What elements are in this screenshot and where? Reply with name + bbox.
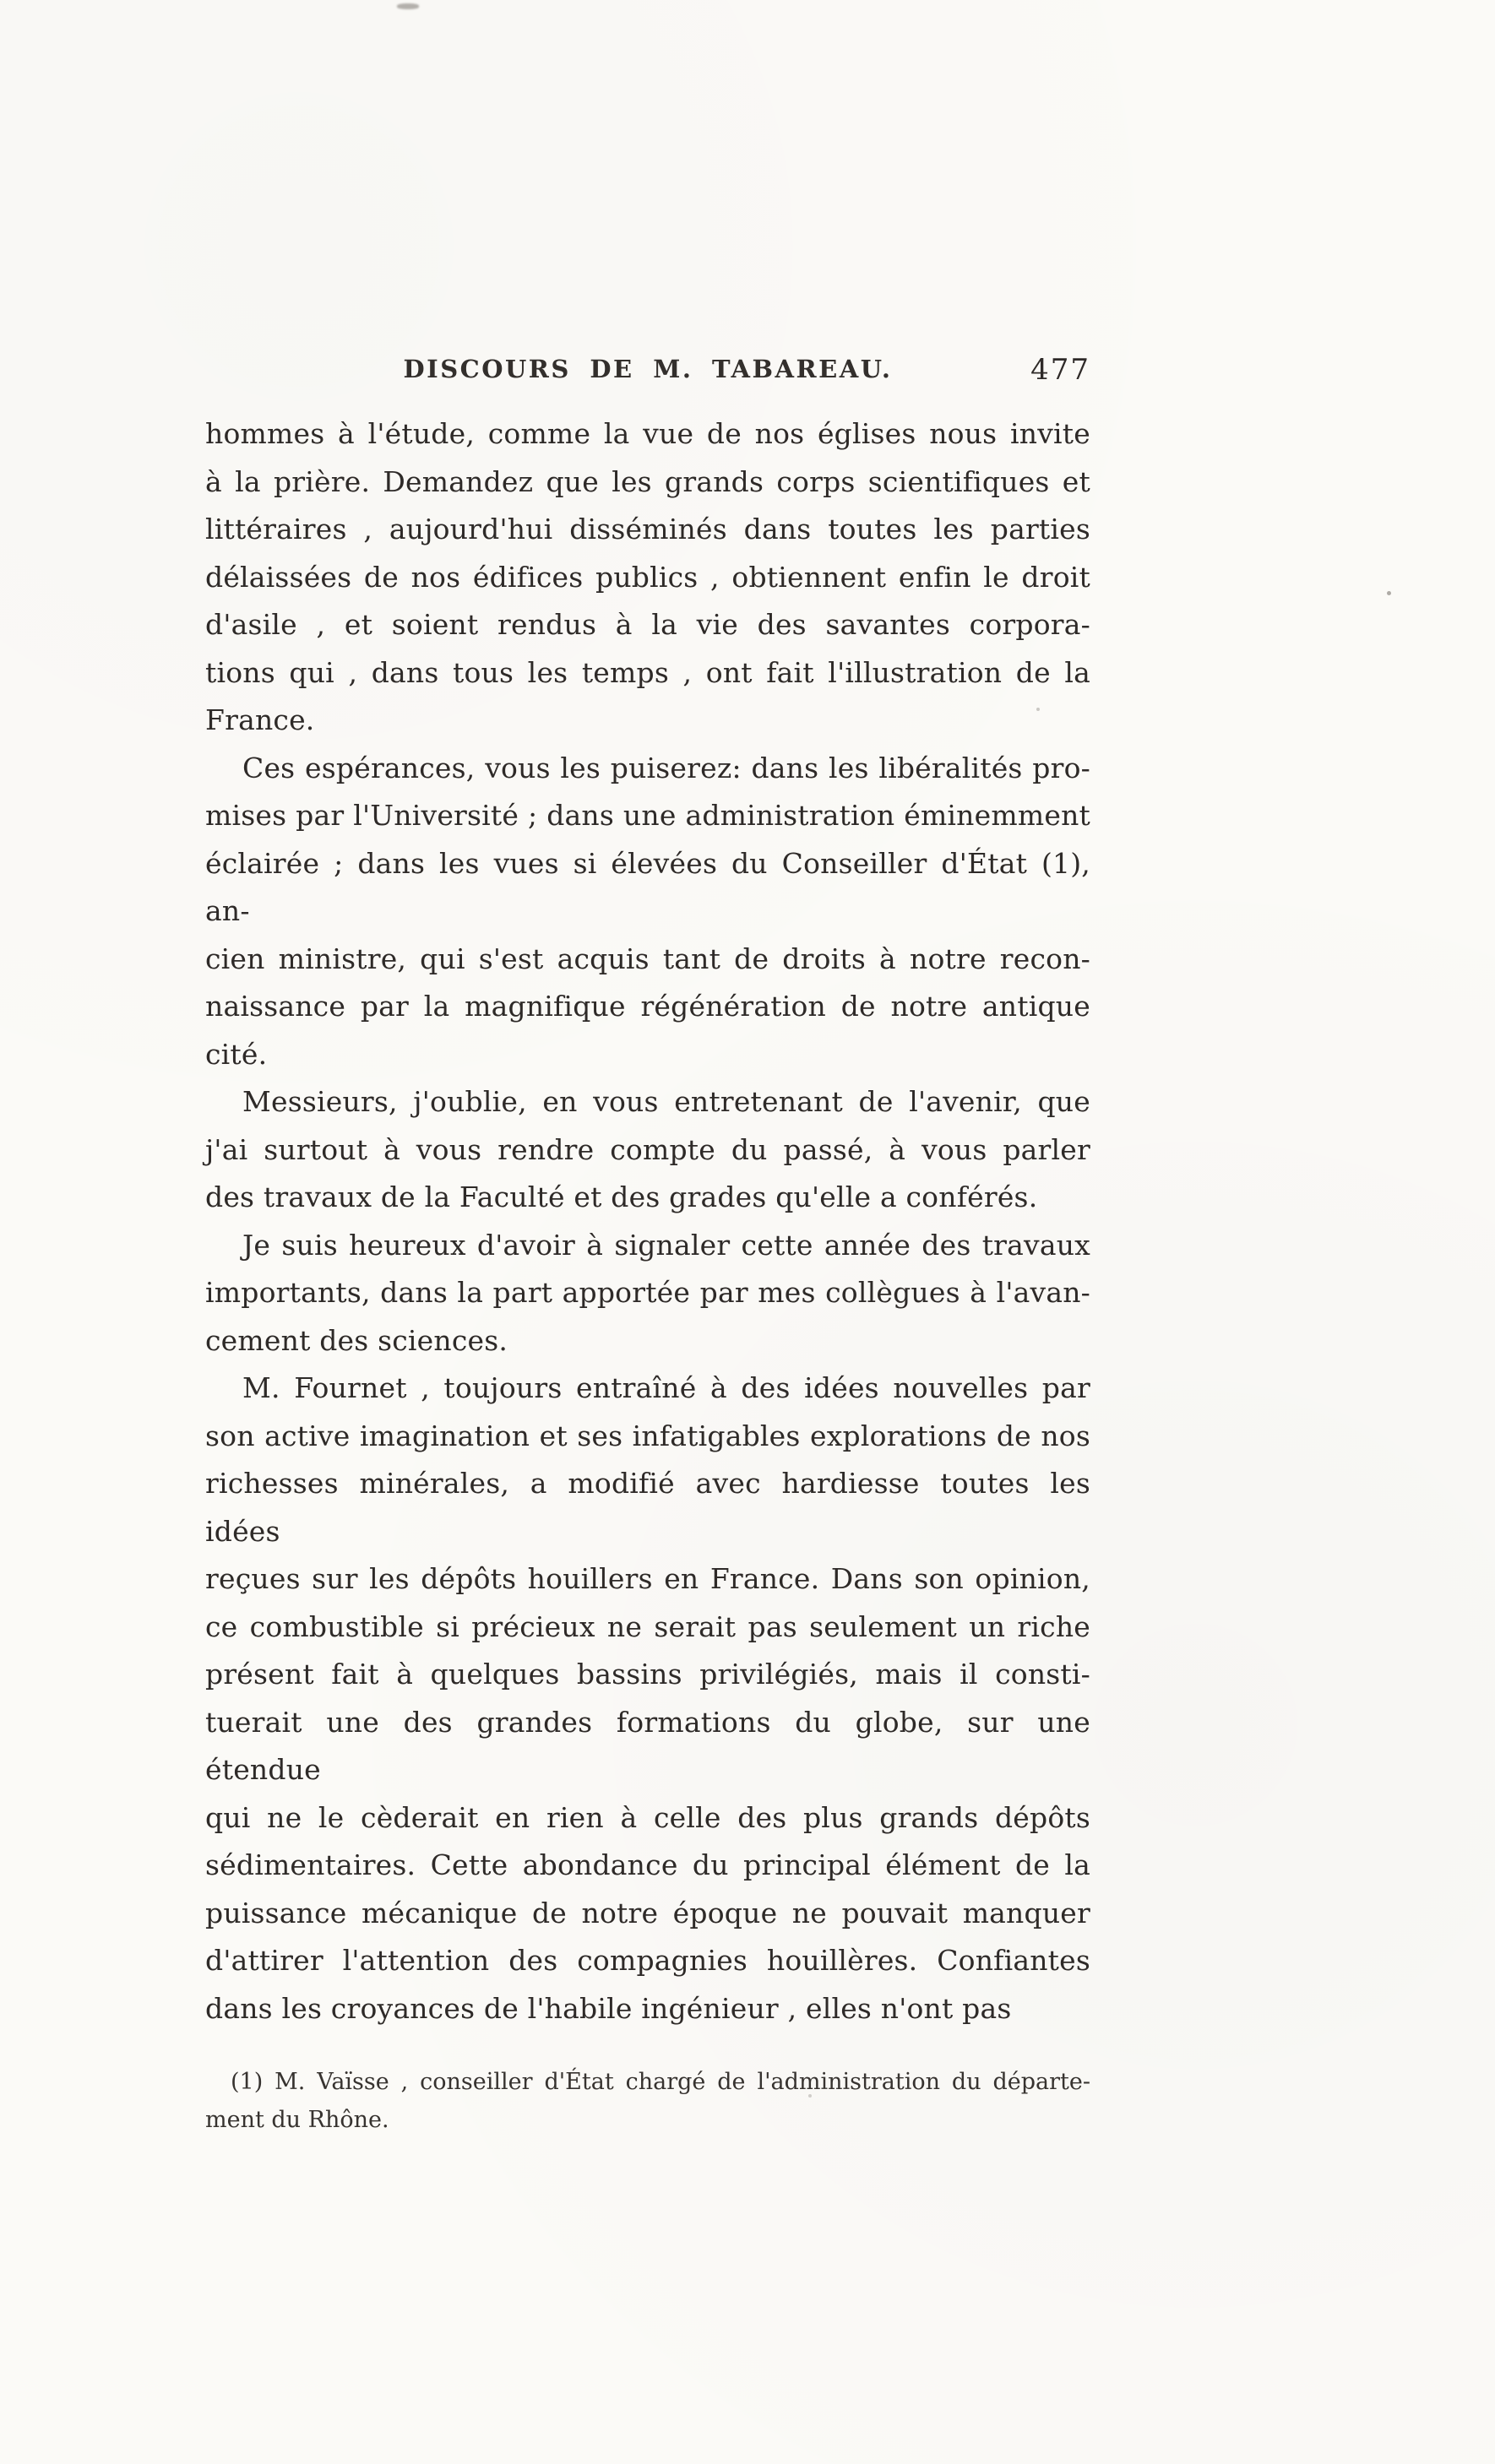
text-line: présent fait à quelques bassins privilégiés, mais il consti- (205, 1658, 1090, 1691)
text-line: Messieurs, j'oublie, en vous entretenant de l'avenir, que (242, 1085, 1090, 1118)
text-line: richesses minérales, a modifié avec hardiesse toutes les idées (205, 1467, 1090, 1548)
paragraph (205, 745, 1090, 1079)
footnote-line: ment du Rhône. (205, 2107, 389, 2133)
text-line: cien ministre, qui s'est acquis tant de droits à notre recon- (205, 942, 1090, 975)
text-line: mises par l'Université ; dans une administration éminemment (205, 799, 1090, 832)
paragraph (205, 410, 1090, 745)
text-line: puissance mécanique de notre époque ne pouvait manquer (205, 1896, 1090, 1929)
text-line: tuerait une des grandes formations du globe, sur une étendue (205, 1705, 1090, 1786)
text-line: j'ai surtout à vous rendre compte du passé, à vous parler (205, 1132, 1090, 1166)
text-line: des travaux de la Faculté et des grades qu'elle a conférés. (205, 1180, 1038, 1213)
text-line: ce combustible si précieux ne serait pas seulement un riche (205, 1609, 1090, 1643)
body-text (205, 410, 1090, 2033)
text-line: littéraires , aujourd'hui disséminés dans toutes les parties (205, 513, 1090, 545)
text-line: cité. (205, 1037, 268, 1071)
text-line: d'asile , et soient rendus à la vie des savantes corpora- (205, 608, 1090, 641)
text-line: naissance par la magnifique régénération de notre antique (205, 990, 1090, 1023)
text-line: son active imagination et ses infatigables explorations de nos (205, 1419, 1090, 1452)
text-line: qui ne le cèderait en rien à celle des plus grands dépôts (205, 1800, 1090, 1834)
text-line: Ces espérances, vous les puiserez: dans les libéralités pro- (242, 751, 1090, 784)
footnote-line: (1) M. Vaïsse , conseiller d'État chargé de l'administration du départe- (231, 2069, 1090, 2095)
text-line: tions qui , dans tous les temps , ont fait l'illustration de la (205, 655, 1090, 689)
paper-smudge (397, 3, 419, 9)
running-head (205, 355, 1090, 392)
text-line: hommes à l'étude, comme la vue de nos églises nous invite (205, 417, 1090, 450)
text-line: dans les croyances de l'habile ingénieur , elles n'ont pas (205, 1991, 1012, 2025)
paragraph (205, 1365, 1090, 2033)
text-line: France. (205, 703, 315, 736)
footnote (205, 2063, 1090, 2139)
text-line: Je suis heureux d'avoir à signaler cette année des travaux (242, 1228, 1090, 1262)
paper-speck (1387, 591, 1391, 595)
page-number: 477 (1030, 353, 1090, 387)
text-line: M. Fournet , toujours entraîné à des idées nouvelles par (242, 1371, 1090, 1404)
text-line: à la prière. Demandez que les grands corps scientifiques et (205, 464, 1090, 498)
paragraph (205, 1078, 1090, 1222)
text-line: importants, dans la part apportée par mes collègues à l'avan- (205, 1276, 1090, 1309)
text-line: d'attirer l'attention des compagnies houillères. Confiantes (205, 1944, 1090, 1977)
text-block (205, 355, 1090, 2139)
text-line: éclairée ; dans les vues si élevées du Conseiller d'État (1), an- (205, 846, 1090, 927)
text-line: reçues sur les dépôts houillers en France. Dans son opinion, (205, 1562, 1090, 1595)
paragraph (205, 1222, 1090, 1365)
text-line: délaissées de nos édifices publics , obtiennent enfin le droit (205, 560, 1090, 594)
text-line: sédimentaires. Cette abondance du principal élément de la (205, 1848, 1090, 1881)
text-line: cement des sciences. (205, 1323, 508, 1357)
page-header-title: DISCOURS DE M. TABAREAU. (403, 355, 893, 383)
